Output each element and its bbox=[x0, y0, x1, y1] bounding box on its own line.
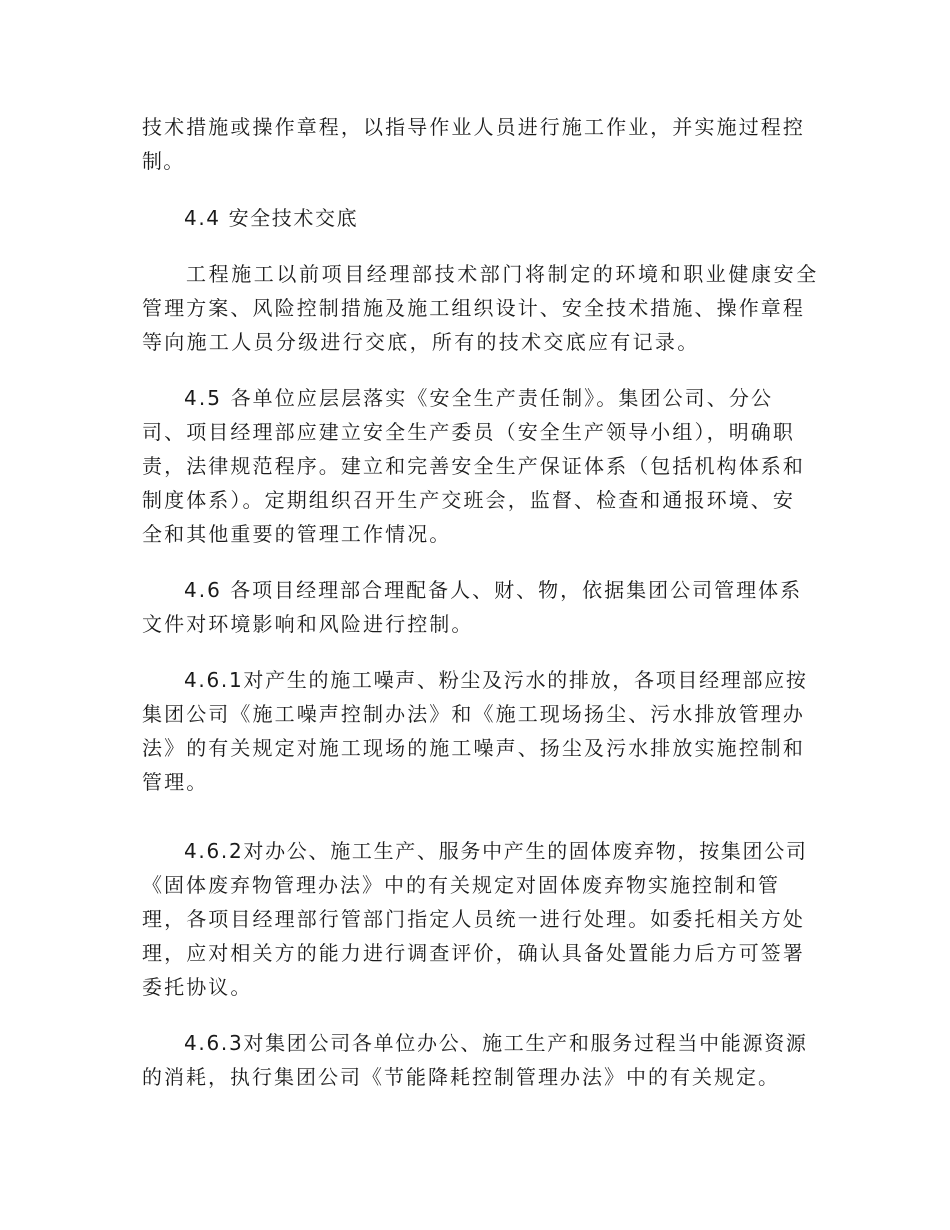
text-line: 管理方案、风险控制措施及施工组织设计、安全技术措施、操作章程 bbox=[142, 296, 805, 320]
text-line: 4.6.1对产生的施工噪声、粉尘及污水的排放，各项目经理部应按 bbox=[184, 668, 808, 692]
text-line: 文件对环境影响和风险进行控制。 bbox=[142, 612, 474, 636]
text-line: 4.5 各单位应层层落实《安全生产责任制》。集团公司、分公 bbox=[184, 386, 774, 410]
text-line: 司、项目经理部应建立安全生产委员（安全生产领导小组），明确职 bbox=[142, 420, 795, 444]
text-line: 管理。 bbox=[142, 770, 209, 794]
text-line: 4.6 各项目经理部合理配备人、财、物，依据集团公司管理体系 bbox=[184, 578, 803, 602]
text-line: 制。 bbox=[142, 149, 185, 173]
text-line: 技术措施或操作章程，以指导作业人员进行施工作业，并实施过程控 bbox=[142, 115, 805, 139]
text-line: 全和其他重要的管理工作情况。 bbox=[142, 522, 452, 546]
text-line: 责，法律规范程序。建立和完善安全生产保证体系（包括机构体系和 bbox=[142, 454, 805, 478]
text-line: 理，应对相关方的能力进行调查评价，确认具备处置能力后方可签署 bbox=[142, 941, 805, 965]
text-line: 的消耗，执行集团公司《节能降耗控制管理办法》中的有关规定。 bbox=[142, 1065, 780, 1089]
text-line: 《固体废弃物管理办法》中的有关规定对固体废弃物实施控制和管 bbox=[142, 873, 780, 897]
heading-line: 4.4 安全技术交底 bbox=[184, 206, 359, 230]
text-line: 委托协议。 bbox=[142, 975, 253, 999]
text-line: 4.6.3对集团公司各单位办公、施工生产和服务过程当中能源资源 bbox=[184, 1031, 808, 1055]
text-line: 4.6.2对办公、施工生产、服务中产生的固体废弃物，按集团公司 bbox=[184, 839, 808, 863]
text-line: 制度体系）。定期组织召开生产交班会，监督、检查和通报环境、安 bbox=[142, 488, 795, 512]
text-line: 集团公司《施工噪声控制办法》和《施工现场扬尘、污水排放管理办 bbox=[142, 702, 805, 726]
text-line: 理，各项目经理部行管部门指定人员统一进行处理。如委托相关方处 bbox=[142, 907, 805, 931]
text-line: 工程施工以前项目经理部技术部门将制定的环境和职业健康安全 bbox=[186, 262, 819, 286]
text-line: 等向施工人员分级进行交底，所有的技术交底应有记录。 bbox=[142, 330, 700, 354]
text-line: 法》的有关规定对施工现场的施工噪声、扬尘及污水排放实施控制和 bbox=[142, 736, 805, 760]
